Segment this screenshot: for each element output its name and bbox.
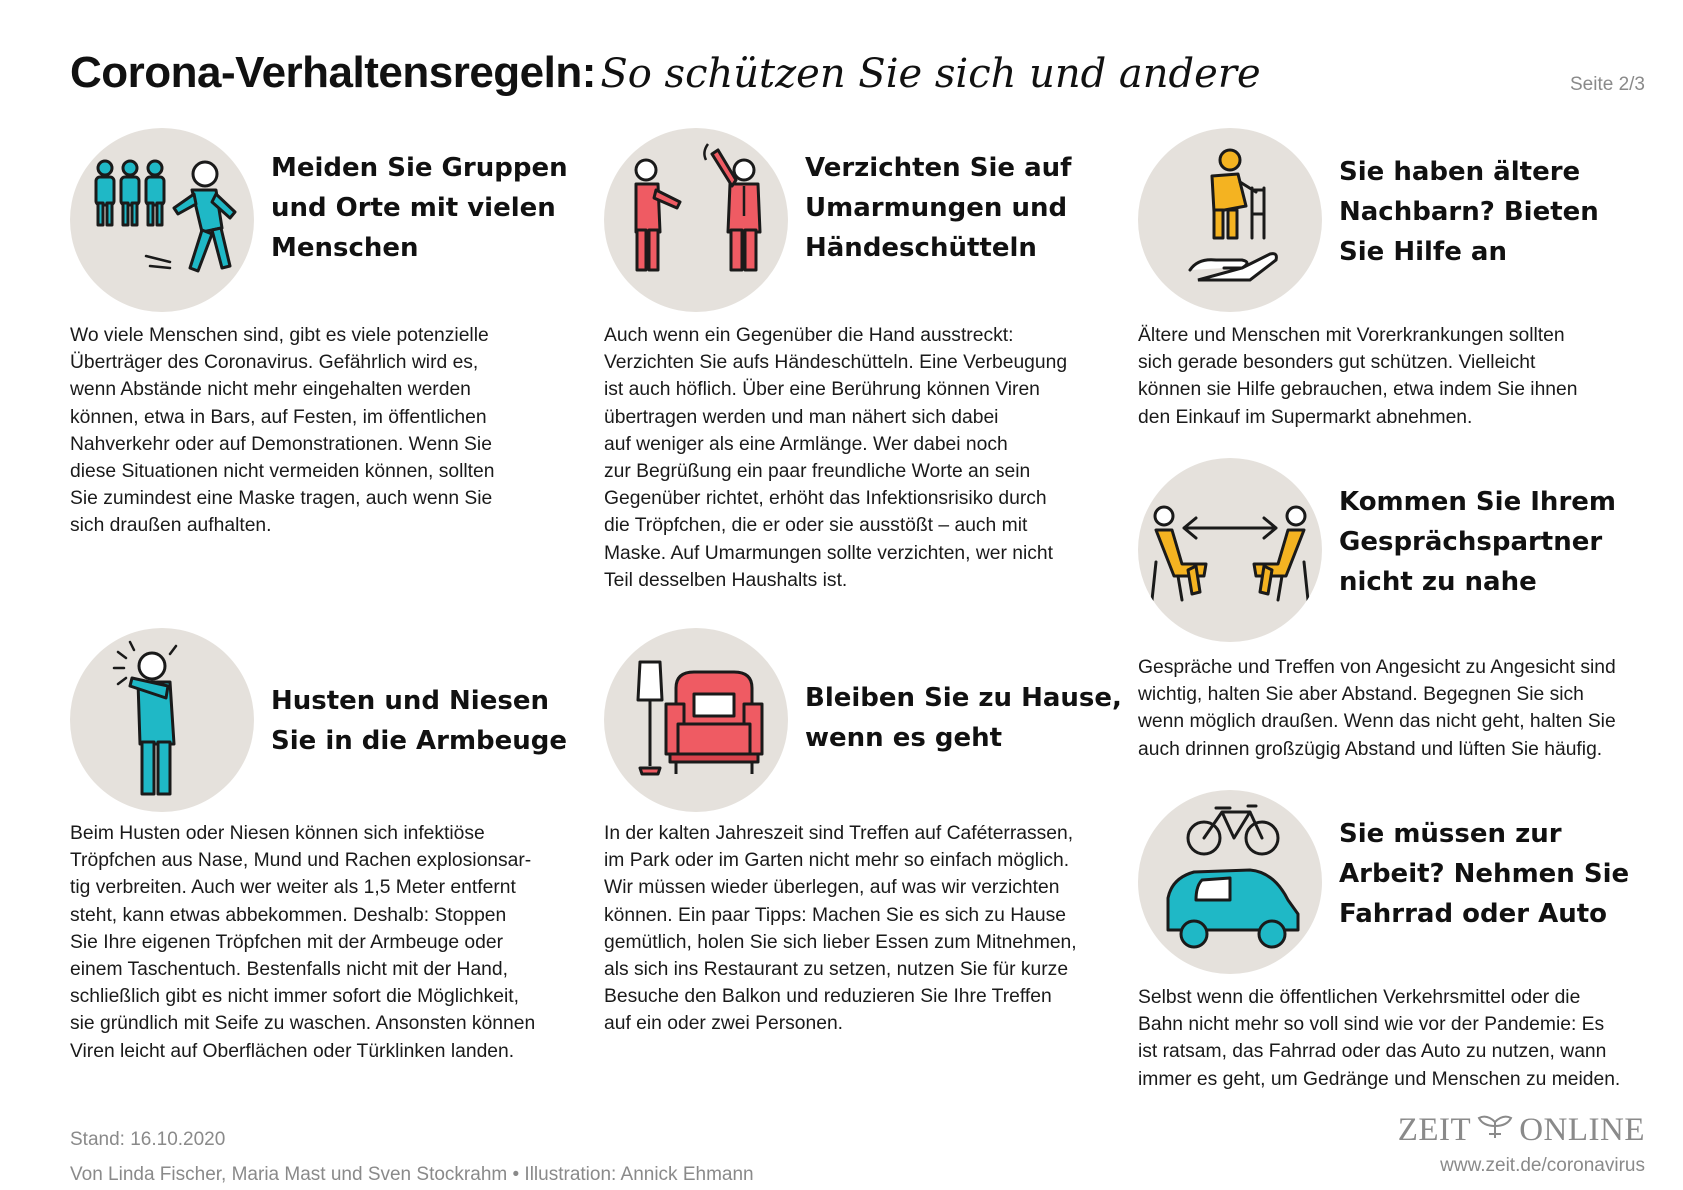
footer-credits — [70, 1122, 754, 1190]
card-heading: Husten und Niesen Sie in die Armbeuge — [271, 686, 568, 756]
card-body: Selbst wenn die öffentlichen Verkehrsmittel oder die Bahn nicht mehr so voll sind wie vor der Pandemie: Es ist ratsam, das Fahrrad oder das Auto zu nutzen, wann immer es geht, um Gedränge und Menschen zu meiden. — [1138, 987, 1621, 1090]
card-body: Beim Husten oder Niesen können sich infektiöse Tröpfchen aus Nase, Mund und Rachen explosionsar- tig verbreiten. Auch wer weiter als 1,5 Meter entfernt steht, kann etwas abbekommen. Deshalb: Stoppen Sie Ihre eigenen Tröpfchen mit der Armbeuge oder einem Taschentuch. Bestenfalls nicht mit der Hand, schließlich gibt es nicht immer sofort die Möglichkeit, sie gründlich mit Seife zu waschen. Ansonsten können Viren leicht auf Oberflächen oder Türklinken landen. — [70, 823, 536, 1062]
bike-car-icon — [1138, 790, 1322, 974]
card-body: In der kalten Jahreszeit sind Treffen auf Caféterrassen, im Park oder im Garten nicht mehr so einfach möglich. Wir müssen wieder überlegen, auf was wir verzichten können. Ein paar Tipps: Machen Sie es sich zu Hause gemütlich, holen Sie sich lieber Essen zum Mitnehmen, als sich ins Restaurant zu setzen, nutzen Sie für kurze Besuche den Balkon und reduzieren Sie Ihre Treffen auf ein oder zwei Personen. — [604, 823, 1077, 1035]
no-handshake-icon — [604, 128, 788, 312]
elderly-help-icon — [1138, 128, 1322, 312]
card-heading: Sie müssen zur Arbeit? Nehmen Sie Fahrrad oder Auto — [1339, 819, 1630, 929]
card-heading: Sie haben ältere Nachbarn? Bieten Sie Hilfe an — [1339, 157, 1599, 267]
armchair-icon — [604, 628, 788, 812]
page-title — [70, 48, 1261, 98]
card-body: Wo viele Menschen sind, gibt es viele potenzielle Überträger des Coronavirus. Gefährlich wird es, wenn Abstände nicht mehr eingehalten werden können, etwa in Bars, auf Festen, im öffentlichen Nahverkehr oder auf Demonstrationen. Wenn Sie diese Situationen nicht vermeiden können, sollten Sie zumindest eine Maske tragen, auch wenn Sie sich draußen aufhalten. — [70, 325, 495, 537]
eagle-emblem-icon — [1475, 1112, 1515, 1149]
page-number: Seite 2/3 — [1570, 74, 1645, 95]
card-heading: Bleiben Sie zu Hause, wenn es geht — [805, 683, 1122, 753]
card-body: Auch wenn ein Gegenüber die Hand ausstreckt: Verzichten Sie aufs Händeschütteln. Eine Verbeugung ist auch höflich. Über eine Berührung können Viren übertragen werden und man nähert sich dabei auf weniger als eine Armlänge. Wer dabei noch zur Begrüßung ein paar freundliche Worte an sein Gegenüber richtet, erhöht das Infektionsrisiko durch die Tröpfchen, die er oder sie ausstößt – auch mit Maske. Auf Umarmungen sollte verzichten, wer nicht Teil desselben Haushalts ist. — [604, 325, 1068, 591]
date-stamp: Stand: 16.10.2020 — [70, 1129, 226, 1150]
card-body: Gespräche und Treffen von Angesicht zu Angesicht sind wichtig, halten Sie aber Abstand. Begegnen Sie sich wenn möglich draußen. Wenn das nicht geht, halten Sie auch drinnen großzügig Abstand und lüften Sie häufig. — [1138, 657, 1616, 760]
distance-icon — [1138, 458, 1322, 642]
card-heading: Kommen Sie Ihrem Gesprächspartner nicht zu nahe — [1339, 487, 1616, 597]
title-bold: Corona-Verhaltensregeln: — [70, 48, 596, 97]
card-heading: Meiden Sie Gruppen und Orte mit vielen Menschen — [271, 153, 568, 263]
zeit-online-logo[interactable]: ZEIT ONLINE — [1397, 1112, 1645, 1148]
sneeze-elbow-icon — [70, 628, 254, 812]
footer-url[interactable]: www.zeit.de/coronavirus — [1440, 1155, 1645, 1176]
authors-line: Von Linda Fischer, Maria Mast und Sven Stockrahm • Illustration: Annick Ehmann — [70, 1164, 754, 1185]
title-italic: So schützen Sie sich und andere — [600, 51, 1261, 97]
footer-brand — [1398, 1112, 1645, 1177]
crowd-icon — [70, 128, 254, 312]
card-heading: Verzichten Sie auf Umarmungen und Händeschütteln — [805, 153, 1072, 263]
card-body: Ältere und Menschen mit Vorerkrankungen sollten sich gerade besonders gut schützen. Vielleicht können sie Hilfe gebrauchen, etwa indem Sie ihnen den Einkauf im Supermarkt abnehmen. — [1138, 325, 1578, 428]
